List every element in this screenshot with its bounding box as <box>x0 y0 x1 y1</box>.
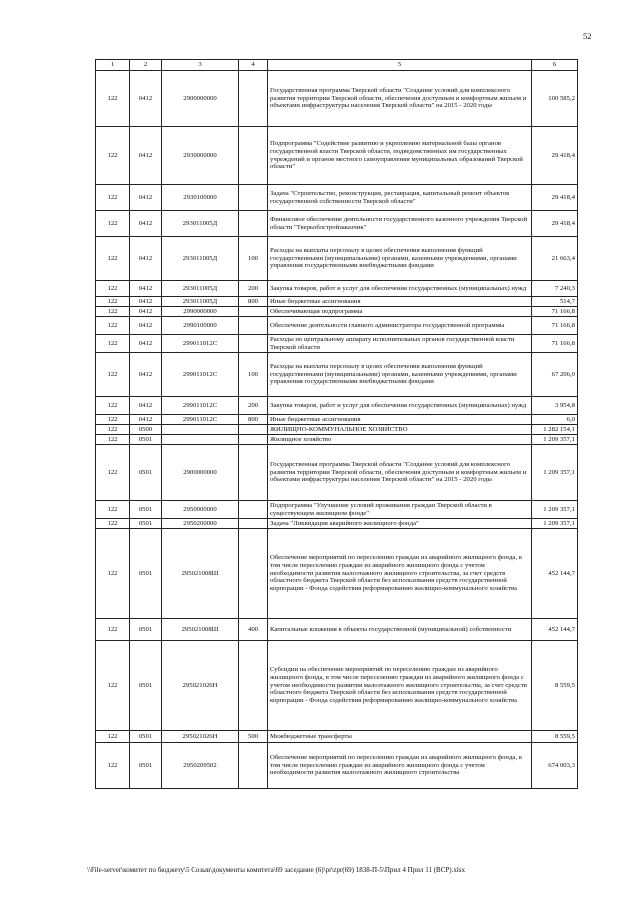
file-path-footer: \\File-server\комитет по бюджету\5 Созыв\документы комитета\69 заседание (6)\pr\zpr(69) 1838-П-5\Прил 4 Прил 11 (ВСР).xlsx <box>87 866 466 874</box>
cell-target-code: 299011012С <box>162 397 239 415</box>
cell-admin-code: 122 <box>96 501 130 519</box>
cell-amount: 8 559,5 <box>532 731 578 743</box>
cell-description: Закупка товаров, работ и услуг для обеспечения государственных (муниципальных) нужд <box>268 281 532 297</box>
cell-description: Финансовое обеспечение деятельности государственного казенного учреждения Тверской области "Тверьоблстройзаказчик" <box>268 211 532 237</box>
cell-amount: 6,0 <box>532 415 578 425</box>
table-row <box>96 415 578 425</box>
cell-target-code: 293011005Д <box>162 211 239 237</box>
cell-admin-code: 122 <box>96 435 130 445</box>
cell-expense-type <box>239 445 268 501</box>
table-header-row <box>96 60 578 71</box>
table-row <box>96 619 578 641</box>
budget-table <box>95 59 578 789</box>
cell-section-code: 0412 <box>130 211 162 237</box>
cell-description: Государственная программа Тверской области "Создание условий для комплексного развития территории Тверской области, обеспечения доступным и комфортным жильем и объектами инфраструктуры населения Тверской области" на 2015 - 2020 годы <box>268 71 532 127</box>
cell-expense-type <box>239 641 268 731</box>
table-row <box>96 281 578 297</box>
cell-amount: 100 585,2 <box>532 71 578 127</box>
cell-section-code: 0412 <box>130 185 162 211</box>
cell-section-code: 0412 <box>130 297 162 307</box>
cell-target-code: 293011005Д <box>162 281 239 297</box>
cell-amount: 1 209 357,1 <box>532 435 578 445</box>
cell-description: Обеспечение мероприятий по переселению граждан из аварийного жилищного фонда, в том числе переселению граждан из аварийного жилищного фонда с учетом необходимости развития малоэтажного жилищного строительства <box>268 743 532 789</box>
cell-amount: 514,7 <box>532 297 578 307</box>
cell-expense-type <box>239 211 268 237</box>
cell-expense-type <box>239 317 268 335</box>
cell-admin-code: 122 <box>96 185 130 211</box>
cell-expense-type: 800 <box>239 415 268 425</box>
page-number: 52 <box>583 31 592 41</box>
table-row <box>96 529 578 619</box>
cell-expense-type <box>239 127 268 185</box>
cell-description: Субсидии на обеспечение мероприятий по переселению граждан из аварийного жилищного фонда, в том числе переселению граждан из аварийного жилищного фонда с учетом необходимости развития малоэтажного жилищного строительства, за счет средств областного бюджета Тверской области без использования средств государственной корпорации - Фонда содействия реформированию жилищно-коммунального хозяйства <box>268 641 532 731</box>
table-row <box>96 353 578 397</box>
cell-section-code: 0412 <box>130 307 162 317</box>
cell-admin-code: 122 <box>96 743 130 789</box>
cell-description: Расходы по центральному аппарату исполнительных органов государственной власти Тверской области <box>268 335 532 353</box>
table-row <box>96 435 578 445</box>
cell-amount: 7 240,3 <box>532 281 578 297</box>
cell-amount: 29 418,4 <box>532 185 578 211</box>
cell-amount: 29 418,4 <box>532 127 578 185</box>
cell-section-code: 0501 <box>130 529 162 619</box>
cell-description: Иные бюджетные ассигнования <box>268 415 532 425</box>
table-row <box>96 425 578 435</box>
cell-description: Подпрограмма "Улучшение условий проживания граждан Тверской области в существующем жилищном фонде" <box>268 501 532 519</box>
cell-description: Обеспечение деятельности главного администратора государственной программы <box>268 317 532 335</box>
cell-description: Обеспечивающая подпрограмма <box>268 307 532 317</box>
cell-target-code: 295021026Н <box>162 641 239 731</box>
cell-expense-type: 800 <box>239 297 268 307</box>
cell-description: Расходы на выплаты персоналу в целях обеспечения выполнения функций государственными (муниципальными) органами, казенными учреждениями, органами управления государственными внебюджетными фондами <box>268 353 532 397</box>
cell-description: Расходы на выплаты персоналу в целях обеспечения выполнения функций государственными (муниципальными) органами, казенными учреждениями, органами управления государственными внебюджетными фондами <box>268 237 532 281</box>
cell-section-code: 0412 <box>130 127 162 185</box>
cell-admin-code: 122 <box>96 335 130 353</box>
cell-amount: 71 166,8 <box>532 307 578 317</box>
cell-section-code: 0500 <box>130 425 162 435</box>
column-header: 6 <box>532 60 578 71</box>
cell-target-code: 299011012С <box>162 353 239 397</box>
column-header: 2 <box>130 60 162 71</box>
cell-target-code: 2930100000 <box>162 185 239 211</box>
cell-admin-code: 122 <box>96 529 130 619</box>
cell-target-code: 2950209502 <box>162 743 239 789</box>
cell-admin-code: 122 <box>96 641 130 731</box>
cell-description: Закупка товаров, работ и услуг для обеспечения государственных (муниципальных) нужд <box>268 397 532 415</box>
cell-description: Межбюджетные трансферты <box>268 731 532 743</box>
cell-section-code: 0412 <box>130 415 162 425</box>
cell-admin-code: 122 <box>96 317 130 335</box>
cell-expense-type <box>239 519 268 529</box>
cell-expense-type <box>239 529 268 619</box>
cell-target-code: 2900000000 <box>162 445 239 501</box>
cell-target-code: 2900000000 <box>162 71 239 127</box>
table-row <box>96 127 578 185</box>
cell-amount: 452 144,7 <box>532 529 578 619</box>
cell-section-code: 0501 <box>130 519 162 529</box>
cell-amount: 29 418,4 <box>532 211 578 237</box>
cell-admin-code: 122 <box>96 619 130 641</box>
cell-expense-type <box>239 335 268 353</box>
table-body <box>96 71 578 789</box>
cell-expense-type: 200 <box>239 281 268 297</box>
table-row <box>96 297 578 307</box>
column-header: 3 <box>162 60 239 71</box>
cell-section-code: 0501 <box>130 501 162 519</box>
cell-target-code: 2930000000 <box>162 127 239 185</box>
cell-target-code: 293011005Д <box>162 297 239 307</box>
table-row <box>96 731 578 743</box>
cell-amount: 71 166,8 <box>532 335 578 353</box>
cell-amount: 21 663,4 <box>532 237 578 281</box>
cell-target-code: 299011012С <box>162 335 239 353</box>
cell-expense-type <box>239 743 268 789</box>
cell-section-code: 0501 <box>130 445 162 501</box>
cell-description: Задача "Ликвидация аварийного жилищного фонда" <box>268 519 532 529</box>
cell-target-code: 293011005Д <box>162 237 239 281</box>
cell-section-code: 0501 <box>130 641 162 731</box>
cell-expense-type <box>239 425 268 435</box>
cell-admin-code: 122 <box>96 415 130 425</box>
cell-target-code: 2990000000 <box>162 307 239 317</box>
cell-section-code: 0412 <box>130 335 162 353</box>
cell-target-code <box>162 425 239 435</box>
table-row <box>96 185 578 211</box>
cell-admin-code: 122 <box>96 519 130 529</box>
cell-target-code: 295021008Ш <box>162 529 239 619</box>
cell-admin-code: 122 <box>96 731 130 743</box>
cell-amount: 452 144,7 <box>532 619 578 641</box>
cell-admin-code: 122 <box>96 297 130 307</box>
cell-amount: 1 209 357,1 <box>532 445 578 501</box>
cell-amount: 3 954,8 <box>532 397 578 415</box>
cell-description: ЖИЛИЩНО-КОММУНАЛЬНОЕ ХОЗЯЙСТВО <box>268 425 532 435</box>
cell-expense-type: 100 <box>239 353 268 397</box>
cell-section-code: 0412 <box>130 317 162 335</box>
table-row <box>96 641 578 731</box>
cell-target-code: 2950200000 <box>162 519 239 529</box>
cell-expense-type: 500 <box>239 731 268 743</box>
cell-expense-type <box>239 185 268 211</box>
cell-expense-type <box>239 71 268 127</box>
table-row <box>96 307 578 317</box>
cell-expense-type: 400 <box>239 619 268 641</box>
table-row <box>96 397 578 415</box>
cell-section-code: 0412 <box>130 281 162 297</box>
cell-admin-code: 122 <box>96 397 130 415</box>
cell-expense-type: 100 <box>239 237 268 281</box>
table-row <box>96 71 578 127</box>
table-row <box>96 211 578 237</box>
cell-expense-type <box>239 435 268 445</box>
cell-section-code: 0501 <box>130 731 162 743</box>
cell-admin-code: 122 <box>96 445 130 501</box>
table-row <box>96 317 578 335</box>
table-row <box>96 237 578 281</box>
cell-expense-type <box>239 501 268 519</box>
cell-admin-code: 122 <box>96 307 130 317</box>
cell-description: Капитальные вложения в объекты государственной (муниципальной) собственности <box>268 619 532 641</box>
cell-section-code: 0412 <box>130 237 162 281</box>
cell-section-code: 0412 <box>130 397 162 415</box>
cell-target-code: 2990100000 <box>162 317 239 335</box>
cell-admin-code: 122 <box>96 127 130 185</box>
cell-target-code: 295021008Ш <box>162 619 239 641</box>
table-row <box>96 743 578 789</box>
cell-target-code: 299011012С <box>162 415 239 425</box>
cell-description: Подпрограмма "Содействие развитию и укреплению материальной базы органов государственной власти Тверской области, подведомственных им государственных учреждений и органов местного самоуправления муниципальных образований Тверской области" <box>268 127 532 185</box>
cell-amount: 674 003,3 <box>532 743 578 789</box>
cell-description: Обеспечение мероприятий по переселению граждан из аварийного жилищного фонда, в том числе переселению граждан из аварийного жилищного фонда с учетом необходимости развития малоэтажного жилищного строительства, за счет средств областного бюджета Тверской области без использования средств государственной корпорации - Фонда содействия реформированию жилищно-коммунального хозяйства <box>268 529 532 619</box>
cell-amount: 1 282 154,1 <box>532 425 578 435</box>
cell-target-code: 2950000000 <box>162 501 239 519</box>
cell-target-code: 295021026Н <box>162 731 239 743</box>
table-row <box>96 445 578 501</box>
column-header: 4 <box>239 60 268 71</box>
column-header: 1 <box>96 60 130 71</box>
cell-section-code: 0412 <box>130 353 162 397</box>
table-row <box>96 519 578 529</box>
cell-admin-code: 122 <box>96 71 130 127</box>
cell-admin-code: 122 <box>96 281 130 297</box>
cell-expense-type <box>239 307 268 317</box>
cell-description: Задача "Строительство, реконструкция, реставрация, капитальный ремонт объектов государственной собственности Тверской области" <box>268 185 532 211</box>
cell-amount: 67 206,0 <box>532 353 578 397</box>
cell-section-code: 0412 <box>130 71 162 127</box>
cell-amount: 1 209 357,1 <box>532 501 578 519</box>
cell-section-code: 0501 <box>130 743 162 789</box>
cell-admin-code: 122 <box>96 211 130 237</box>
cell-admin-code: 122 <box>96 425 130 435</box>
cell-section-code: 0501 <box>130 435 162 445</box>
cell-description: Государственная программа Тверской области "Создание условий для комплексного развития территории Тверской области, обеспечения доступным и комфортным жильем и объектами инфраструктуры населения Тверской области" на 2015 - 2020 годы <box>268 445 532 501</box>
cell-section-code: 0501 <box>130 619 162 641</box>
cell-description: Иные бюджетные ассигнования <box>268 297 532 307</box>
cell-description: Жилищное хозяйство <box>268 435 532 445</box>
cell-admin-code: 122 <box>96 237 130 281</box>
cell-amount: 71 166,8 <box>532 317 578 335</box>
cell-target-code <box>162 435 239 445</box>
cell-admin-code: 122 <box>96 353 130 397</box>
cell-expense-type: 200 <box>239 397 268 415</box>
table-row <box>96 501 578 519</box>
column-header: 5 <box>268 60 532 71</box>
table-row <box>96 335 578 353</box>
cell-amount: 8 559,5 <box>532 641 578 731</box>
cell-amount: 1 209 357,1 <box>532 519 578 529</box>
